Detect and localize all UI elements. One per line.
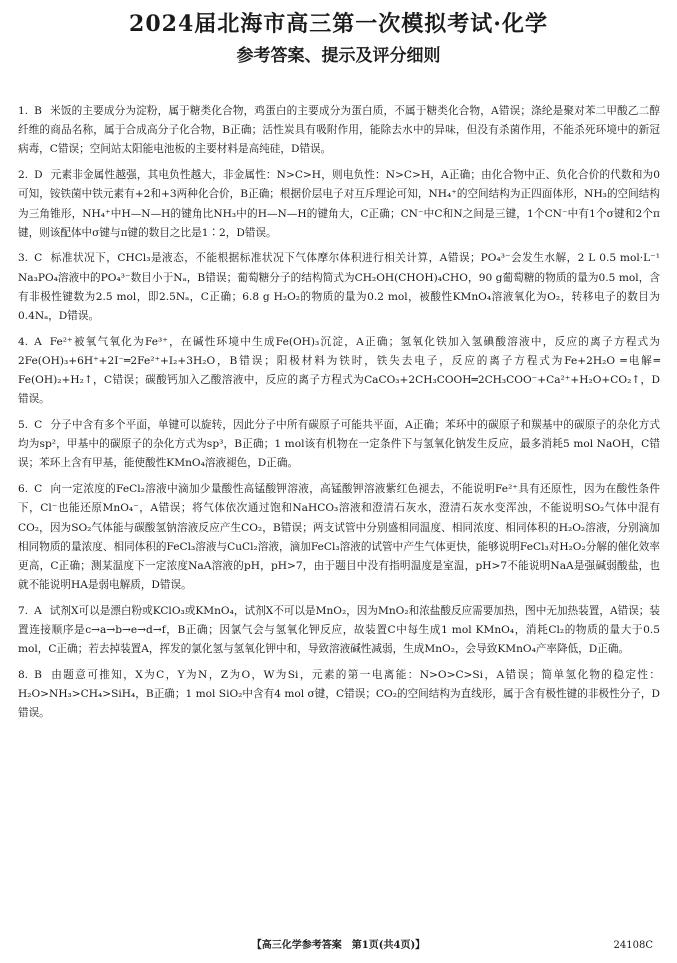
footer-page-info: 【高三化学参考答案 第1页(共4页)】 bbox=[251, 940, 426, 951]
footer-doc-code: 24108C bbox=[613, 940, 653, 951]
page-subtitle: 参考答案、提示及评分细则 bbox=[236, 46, 441, 66]
question-answer: D bbox=[34, 169, 43, 182]
answer-explanation: 标准状况下，CHCl₃是液态，不能根据标准状况下气体摩尔体积进行相关计算，A错误；PO₄³⁻会发生水解，2 L 0.5 mol·L⁻¹ Na₃PO₄溶液中的PO₄³⁻数目小于Nₐ，B错误；葡萄糖分子的结构简式为CH₂OH(CHOH)₄CHO，90 g葡萄糖的物质的量为0.5 mol，含有非极性键数为2.5 mol，即2.5Nₐ，C正确；6.8 g H₂O₂的物质的量为0.2 mol，被酸性KMnO₄溶液氧化为O₂，转移电子的数目为0.4Nₐ，D错误。 bbox=[18, 252, 660, 323]
question-answer: C bbox=[34, 419, 43, 432]
answer-item-7 bbox=[18, 602, 660, 660]
question-number: 7. bbox=[18, 604, 29, 617]
question-number: 4. bbox=[18, 335, 29, 348]
answer-explanation: 元素非金属性越强，其电负性越大，非金属性：N>C>H，则电负性：N>C>H，A正确；由化合物中正、负化合价的代数和为0可知，铵铁菌中铁元素有+2和+3两种化合价，B正确；根据价层电子对互斥理论可知，NH₄⁺的空间结构为正四面体形，NH₃的空间结构为三角锥形，NH₄⁺中H—N—H的键角比NH₃中的H—N—H的键角大，C正确；CN⁻中C和N之间是三键，1个CN⁻中有1个σ键和2个π键，则该配体中σ键与π键的数目之比是1∶2，D错误。 bbox=[18, 169, 660, 239]
answer-list bbox=[18, 102, 660, 730]
page-footer bbox=[0, 938, 677, 954]
answer-item-1 bbox=[18, 102, 660, 160]
answer-explanation: 试剂X可以是漂白粉或KClO₃或KMnO₄，试剂X不可以是MnO₂，因为MnO₂和浓盐酸反应需要加热，图中无加热装置，A错误；装置连接顺序是c→a→b→e→d→f，B正确；因氯气会与氢氧化钾反应，故装置C中每生成1 mol KMnO₄，消耗Cl₂的物质的量大于0.5 mol，C正确；若去掉装置A，挥发的氯化氢与氢氧化钾中和，导致溶液碱性减弱，生成MnO₂，会导致KMnO₄产率降低，D正确。 bbox=[18, 604, 660, 656]
answer-item-6 bbox=[18, 480, 660, 595]
question-number: 2. bbox=[18, 169, 29, 182]
question-number: 5. bbox=[18, 419, 29, 432]
question-answer: C bbox=[34, 483, 43, 496]
answer-explanation: 米饭的主要成分为淀粉，属于糖类化合物，鸡蛋白的主要成分为蛋白质，不属于糖类化合物，A错误；涤纶是聚对苯二甲酸乙二醇纤维的商品名称，属于合成高分子化合物，B正确；活性炭具有吸附作用，能除去水中的异味，但没有杀菌作用，不能杀死环境中的新冠病毒，C错误；空间站太阳能电池板的主要材料是高纯硅，D错误。 bbox=[18, 105, 660, 156]
answer-explanation: 分子中含有多个平面，单键可以旋转，因此分子中所有碳原子可能共平面，A正确；苯环中的碳原子和羰基中的碳原子的杂化方式均为sp²，甲基中的碳原子的杂化方式为sp³，B正确；1 mol该有机物在一定条件下与氢氧化钠发生反应，最多消耗5 mol NaOH，C错误；苯环上含有甲基，能使酸性KMnO₄溶液褪色，D正确。 bbox=[18, 419, 660, 470]
question-number: 6. bbox=[18, 483, 29, 496]
answer-item-3 bbox=[18, 249, 660, 326]
question-answer: B bbox=[34, 105, 42, 117]
question-answer: A bbox=[34, 335, 42, 348]
page-title: 2024届北海市高三第一次模拟考试·化学 bbox=[129, 11, 548, 37]
question-answer: B bbox=[34, 668, 42, 681]
answer-explanation: 向一定浓度的FeCl₂溶液中滴加少量酸性高锰酸钾溶液，高锰酸钾溶液紫红色褪去，不能说明Fe²⁺具有还原性，因为在酸性条件下，Cl⁻也能还原MnO₄⁻，A错误；将气体依次通过饱和NaHCO₃溶液和澄清石灰水，澄清石灰水变浑浊，不能说明SO₂气体中混有CO₂，因为SO₂气体能与碳酸氢钠溶液反应产生CO₂，B错误；两支试管中分别盛相同温度、相同浓度、相同体积的H₂O₂溶液，分别滴加相同物质的量浓度、相同体积的FeCl₃溶液与CuCl₂溶液，滴加FeCl₃溶液的试管中产生气体更快，能够说明FeCl₃对H₂O₂分解的催化效率更高，C正确；测某温度下一定浓度NaA溶液的pH，pH>7，由于题目中没有指明温度是室温，pH>7不能说明NaA是强碱弱酸盐，也就不能说明HA是弱电解质，D错误。 bbox=[18, 483, 660, 592]
question-number: 3. bbox=[18, 252, 29, 265]
question-answer: A bbox=[34, 604, 42, 617]
answer-explanation: Fe²⁺被氧气氧化为Fe³⁺，在碱性环境中生成Fe(OH)₃沉淀，A正确；氢氧化铁加入氢碘酸溶液中，反应的离子方程式为2Fe(OH)₃+6H⁺+2I⁻═2Fe²⁺+I₂+3H₂O，B错误；阳极材料为铁时，铁失去电子，反应的离子方程式为Fe+2H₂O ═电解═ Fe(OH)₂+H₂↑，C错误；碳酸钙加入乙酸溶液中，反应的离子方程式为CaCO₃+2CH₃COOH═2CH₃COO⁻+Ca²⁺+H₂O+CO₂↑，D错误。 bbox=[18, 335, 660, 406]
question-number: 8. bbox=[18, 668, 29, 681]
question-number: 1. bbox=[18, 105, 29, 117]
answer-item-5 bbox=[18, 416, 660, 474]
answer-item-2 bbox=[18, 166, 660, 243]
answer-explanation: 由题意可推知，X为C，Y为N，Z为O，W为Si，元素的第一电离能：N>O>C>Si，A错误；简单氢化物的稳定性：H₂O>NH₃>CH₄>SiH₄，B正确；1 mol SiO₂中含有4 mol σ键，C错误；CO₂的空间结构为直线形，属于含有极性键的非极性分子，D错误。 bbox=[18, 668, 660, 720]
answer-item-4 bbox=[18, 333, 660, 410]
answer-item-8 bbox=[18, 666, 660, 724]
question-answer: C bbox=[34, 252, 43, 265]
